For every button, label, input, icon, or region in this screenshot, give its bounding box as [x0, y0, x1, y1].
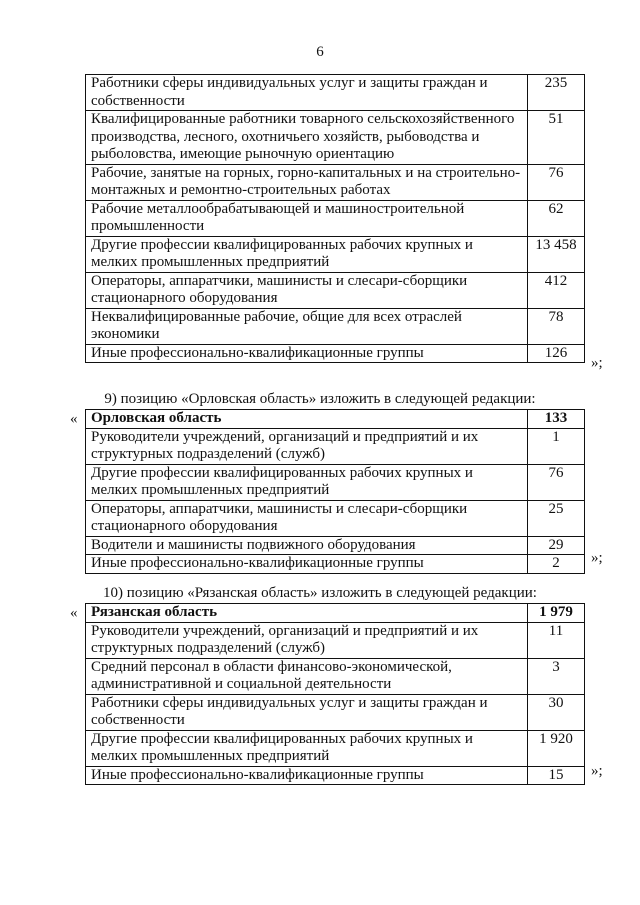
- region-name: Рязанская область: [86, 604, 528, 623]
- page-number: 6: [316, 44, 324, 60]
- row-name: Рабочие, занятые на горных, горно-капитальных и на строительно-монтажных и ремонтно-строительных работах: [86, 164, 528, 200]
- table-orel-region: [85, 409, 585, 574]
- row-name: Иные профессионально-квалификационные группы: [86, 766, 528, 785]
- row-name: Работники сферы индивидуальных услуг и защиты граждан и собственности: [86, 694, 528, 730]
- opening-quote: «: [70, 605, 78, 621]
- row-name: Иные профессионально-квалификационные группы: [86, 555, 528, 574]
- row-value: 76: [528, 464, 585, 500]
- closing-quote: »;: [591, 355, 603, 371]
- row-value: 62: [528, 200, 585, 236]
- closing-quote: »;: [591, 763, 603, 779]
- closing-quote: »;: [591, 550, 603, 566]
- row-value: 235: [528, 75, 585, 111]
- row-name: Другие профессии квалифицированных рабочих крупных и мелких промышленных предприятий: [86, 236, 528, 272]
- row-value: 78: [528, 308, 585, 344]
- row-name: Операторы, аппаратчики, машинисты и слесари-сборщики стационарного оборудования: [86, 272, 528, 308]
- table-row: [86, 536, 585, 555]
- row-name: Рабочие металлообрабатывающей и машиностроительной промышленности: [86, 200, 528, 236]
- row-value: 30: [528, 694, 585, 730]
- row-name: Руководители учреждений, организаций и предприятий и их структурных подразделений (служб): [86, 428, 528, 464]
- table-row: [86, 555, 585, 574]
- table-row: [86, 766, 585, 785]
- row-value: 11: [528, 622, 585, 658]
- amendment-paragraph-9: 9) позицию «Орловская область» изложить в следующей редакции:: [104, 391, 536, 407]
- row-name: Средний персонал в области финансово-экономической, административной и социальной деятельности: [86, 658, 528, 694]
- table-header-row: [86, 604, 585, 623]
- row-name: Иные профессионально-квалификационные группы: [86, 344, 528, 363]
- opening-quote: «: [70, 411, 78, 427]
- table-row: [86, 111, 585, 165]
- row-value: 25: [528, 500, 585, 536]
- table-row: [86, 272, 585, 308]
- row-value: 2: [528, 555, 585, 574]
- row-value: 15: [528, 766, 585, 785]
- table-header-row: [86, 410, 585, 429]
- table-row: [86, 694, 585, 730]
- row-name: Руководители учреждений, организаций и предприятий и их структурных подразделений (служб): [86, 622, 528, 658]
- table-continuation: [85, 74, 585, 363]
- table-row: [86, 75, 585, 111]
- table-ryazan-region: [85, 603, 585, 785]
- table-row: [86, 730, 585, 766]
- row-name: Квалифицированные работники товарного сельскохозяйственного производства, лесного, охотничьего хозяйств, рыбоводства и рыболовства, имеющие рыночную ориентацию: [86, 111, 528, 165]
- table-row: [86, 622, 585, 658]
- row-name: Водители и машинисты подвижного оборудования: [86, 536, 528, 555]
- table-row: [86, 658, 585, 694]
- table-row: [86, 236, 585, 272]
- row-value: 13 458: [528, 236, 585, 272]
- amendment-paragraph-10: 10) позицию «Рязанская область» изложить в следующей редакции:: [103, 585, 537, 601]
- row-value: 1 920: [528, 730, 585, 766]
- row-value: 1: [528, 428, 585, 464]
- table-row: [86, 428, 585, 464]
- row-name: Работники сферы индивидуальных услуг и защиты граждан и собственности: [86, 75, 528, 111]
- table-row: [86, 344, 585, 363]
- table-row: [86, 164, 585, 200]
- row-name: Операторы, аппаратчики, машинисты и слесари-сборщики стационарного оборудования: [86, 500, 528, 536]
- region-total: 1 979: [528, 604, 585, 623]
- row-value: 76: [528, 164, 585, 200]
- row-name: Другие профессии квалифицированных рабочих крупных и мелких промышленных предприятий: [86, 464, 528, 500]
- table-row: [86, 200, 585, 236]
- row-value: 412: [528, 272, 585, 308]
- row-value: 29: [528, 536, 585, 555]
- row-value: 126: [528, 344, 585, 363]
- row-name: Неквалифицированные рабочие, общие для всех отраслей экономики: [86, 308, 528, 344]
- region-total: 133: [528, 410, 585, 429]
- table-row: [86, 500, 585, 536]
- row-value: 51: [528, 111, 585, 165]
- row-value: 3: [528, 658, 585, 694]
- table-row: [86, 308, 585, 344]
- row-name: Другие профессии квалифицированных рабочих крупных и мелких промышленных предприятий: [86, 730, 528, 766]
- region-name: Орловская область: [86, 410, 528, 429]
- table-row: [86, 464, 585, 500]
